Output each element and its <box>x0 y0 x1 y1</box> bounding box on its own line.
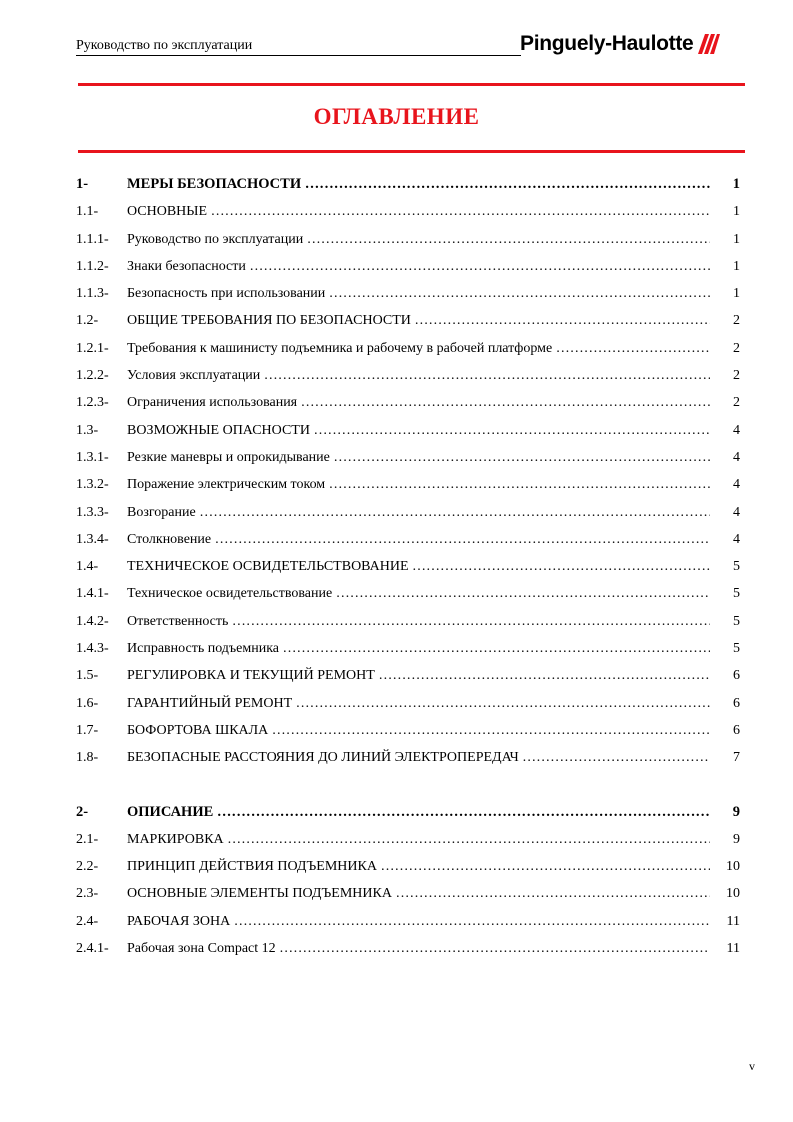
toc-entry-title: Исправность подъемника …………………………………………………………………………………………………………………………………………………………… <box>127 635 710 662</box>
toc-entry-page: 2 <box>733 395 740 411</box>
toc-entry-number: 1.2.1- <box>76 340 109 356</box>
toc-entry[interactable] <box>76 198 746 225</box>
toc-entry[interactable] <box>76 608 746 635</box>
toc-entry-page: 4 <box>733 422 740 438</box>
toc-entry-number: 2.1- <box>76 831 99 847</box>
toc-entry-page: 2 <box>733 313 740 329</box>
toc-entry[interactable] <box>76 826 746 853</box>
toc-entry-title: МЕРЫ БЕЗОПАСНОСТИ …………………………………………………………………………………………………………………………………………………………… <box>127 171 710 198</box>
toc-entry-page: 1 <box>733 231 740 247</box>
toc-entry[interactable] <box>76 171 746 198</box>
toc-entry-title: Ответственность …………………………………………………………………………………………………………………………………………………………… <box>127 608 710 635</box>
toc-entry-page: 5 <box>733 586 740 602</box>
toc-entry[interactable] <box>76 935 746 962</box>
toc-entry-number: 1.4.2- <box>76 613 109 629</box>
toc-entry-page: 6 <box>733 695 740 711</box>
toc-entry-page: 6 <box>733 668 740 684</box>
toc-entry-number: 1.6- <box>76 695 99 711</box>
toc-entry-title: Столкновение …………………………………………………………………………………………………………………………………………………………… <box>127 526 710 553</box>
toc-entry-title: Техническое освидетельствование …………………………………………………………………………………………………………………………………………………………… <box>127 580 710 607</box>
toc-entry-page: 1 <box>733 204 740 220</box>
toc-entry-title: Руководство по эксплуатации …………………………………………………………………………………………………………………………………………………………… <box>127 226 710 253</box>
brand-logo <box>520 31 720 57</box>
toc-entry[interactable] <box>76 799 746 826</box>
toc-entry-title: БЕЗОПАСНЫЕ РАССТОЯНИЯ ДО ЛИНИЙ ЭЛЕКТРОПЕРЕДАЧ …………………………………………………………………………………………………………………………………………………………… <box>127 744 710 771</box>
toc-entry-page: 5 <box>733 641 740 657</box>
toc-entry-title: Резкие маневры и опрокидывание …………………………………………………………………………………………………………………………………………………………… <box>127 444 710 471</box>
toc-entry[interactable] <box>76 362 746 389</box>
toc-section-1 <box>76 171 746 772</box>
toc-entry-number: 2.2- <box>76 859 99 875</box>
toc-entry-title: МАРКИРОВКА …………………………………………………………………………………………………………………………………………………………… <box>127 826 710 853</box>
top-red-rule <box>78 83 745 86</box>
toc-entry-number: 2.3- <box>76 886 99 902</box>
toc-entry[interactable] <box>76 553 746 580</box>
brand-name: Pinguely-Haulotte <box>520 32 694 55</box>
toc-entry-page: 4 <box>733 449 740 465</box>
haulotte-stripes-icon <box>698 34 720 54</box>
toc-entry[interactable] <box>76 662 746 689</box>
toc-entry[interactable] <box>76 744 746 771</box>
toc-entry[interactable] <box>76 908 746 935</box>
toc-entry[interactable] <box>76 690 746 717</box>
toc-entry-number: 1.1.2- <box>76 258 109 274</box>
toc-entry-title: ПРИНЦИП ДЕЙСТВИЯ ПОДЪЕМНИКА …………………………………………………………………………………………………………………………………………………………… <box>127 853 710 880</box>
toc-entry-title: Требования к машинисту подъемника и рабочему в рабочей платформе …………………………………………………………………………………………………………………………………………………………… <box>127 335 710 362</box>
toc-entry[interactable] <box>76 280 746 307</box>
toc-entry-number: 1- <box>76 176 89 192</box>
toc-entry-page: 1 <box>732 176 740 192</box>
toc-entry-number: 1.3.1- <box>76 449 109 465</box>
toc-entry-title: Ограничения использования …………………………………………………………………………………………………………………………………………………………… <box>127 389 710 416</box>
toc-entry-page: 11 <box>726 913 740 929</box>
toc-entry-page: 5 <box>733 613 740 629</box>
toc-entry-title: Рабочая зона Compact 12 …………………………………………………………………………………………………………………………………………………………… <box>127 935 710 962</box>
toc-entry-number: 1.2.2- <box>76 368 109 384</box>
toc-entry-page: 7 <box>733 750 740 766</box>
page-title: ОГЛАВЛЕНИЕ <box>313 104 480 129</box>
toc-entry-title: Возгорание …………………………………………………………………………………………………………………………………………………………… <box>127 499 710 526</box>
header-underline <box>76 55 521 56</box>
toc-entry-number: 1.1.3- <box>76 286 109 302</box>
toc-entry-page: 4 <box>733 477 740 493</box>
document-title: Руководство по эксплуатации <box>76 38 253 53</box>
toc-entry[interactable] <box>76 526 746 553</box>
toc-entry-title: ОСНОВНЫЕ …………………………………………………………………………………………………………………………………………………………… <box>127 198 710 225</box>
toc-entry[interactable] <box>76 253 746 280</box>
toc-entry-title: ОБЩИЕ ТРЕБОВАНИЯ ПО БЕЗОПАСНОСТИ …………………………………………………………………………………………………………………………………………………………… <box>127 307 710 334</box>
toc-entry[interactable] <box>76 580 746 607</box>
toc-entry-title: ВОЗМОЖНЫЕ ОПАСНОСТИ …………………………………………………………………………………………………………………………………………………………… <box>127 417 710 444</box>
toc-entry-page: 5 <box>733 559 740 575</box>
toc-entry-page: 10 <box>726 859 740 875</box>
toc-entry[interactable] <box>76 853 746 880</box>
toc-entry-number: 1.1.1- <box>76 231 109 247</box>
toc-section-gap <box>76 772 746 799</box>
toc-entry-number: 1.2- <box>76 313 99 329</box>
toc-entry-title: Безопасность при использовании …………………………………………………………………………………………………………………………………………………………… <box>127 280 710 307</box>
toc-entry[interactable] <box>76 635 746 662</box>
toc-entry-title: РАБОЧАЯ ЗОНА …………………………………………………………………………………………………………………………………………………………… <box>127 908 710 935</box>
toc-entry[interactable] <box>76 389 746 416</box>
toc-entry[interactable] <box>76 499 746 526</box>
toc-entry-number: 1.8- <box>76 750 99 766</box>
toc-entry-page: 1 <box>733 286 740 302</box>
toc-entry-title: БОФОРТОВА ШКАЛА …………………………………………………………………………………………………………………………………………………………… <box>127 717 710 744</box>
toc-entry-page: 10 <box>726 886 740 902</box>
toc-entry-page: 9 <box>733 831 740 847</box>
toc-entry-number: 1.4- <box>76 559 99 575</box>
toc-entry-number: 1.4.3- <box>76 641 109 657</box>
toc-entry-number: 1.3- <box>76 422 99 438</box>
page-number: v <box>749 1059 755 1073</box>
toc-entry-page: 4 <box>733 531 740 547</box>
toc-entry-number: 1.1- <box>76 204 99 220</box>
toc-entry-page: 4 <box>733 504 740 520</box>
toc-entry-page: 9 <box>732 803 740 820</box>
toc-entry-title: ОСНОВНЫЕ ЭЛЕМЕНТЫ ПОДЪЕМНИКА …………………………………………………………………………………………………………………………………………………………… <box>127 880 710 907</box>
toc-entry-page: 2 <box>733 340 740 356</box>
toc-entry-number: 1.3.4- <box>76 531 109 547</box>
toc-entry[interactable] <box>76 417 746 444</box>
toc-entry[interactable] <box>76 471 746 498</box>
toc-entry-title: Поражение электрическим током …………………………………………………………………………………………………………………………………………………………… <box>127 471 710 498</box>
toc-entry-number: 1.2.3- <box>76 395 109 411</box>
toc-section-2 <box>76 799 746 963</box>
toc-entry[interactable] <box>76 335 746 362</box>
toc-entry-number: 1.3.2- <box>76 477 109 493</box>
toc-entry-title: ТЕХНИЧЕСКОЕ ОСВИДЕТЕЛЬСТВОВАНИЕ …………………………………………………………………………………………………………………………………………………………… <box>127 553 710 580</box>
toc-entry-page: 1 <box>733 258 740 274</box>
toc-entry[interactable] <box>76 880 746 907</box>
bottom-red-rule <box>78 150 745 153</box>
toc-entry-number: 2.4.1- <box>76 941 109 957</box>
toc-entry[interactable] <box>76 444 746 471</box>
toc-entry-title: Условия эксплуатации …………………………………………………………………………………………………………………………………………………………… <box>127 362 710 389</box>
toc-entry-number: 2.4- <box>76 913 99 929</box>
toc-entry[interactable] <box>76 717 746 744</box>
table-of-contents <box>76 171 746 962</box>
toc-entry-number: 1.5- <box>76 668 99 684</box>
toc-entry[interactable] <box>76 307 746 334</box>
toc-entry[interactable] <box>76 226 746 253</box>
toc-entry-page: 6 <box>733 722 740 738</box>
toc-entry-title: ОПИСАНИЕ …………………………………………………………………………………………………………………………………………………………… <box>127 799 710 826</box>
toc-entry-number: 2- <box>76 803 89 820</box>
toc-entry-title: РЕГУЛИРОВКА И ТЕКУЩИЙ РЕМОНТ …………………………………………………………………………………………………………………………………………………………… <box>127 662 710 689</box>
toc-entry-number: 1.3.3- <box>76 504 109 520</box>
toc-entry-title: Знаки безопасности …………………………………………………………………………………………………………………………………………………………… <box>127 253 710 280</box>
toc-entry-title: ГАРАНТИЙНЫЙ РЕМОНТ …………………………………………………………………………………………………………………………………………………………… <box>127 690 710 717</box>
toc-entry-number: 1.7- <box>76 722 99 738</box>
toc-entry-page: 2 <box>733 368 740 384</box>
toc-entry-page: 11 <box>726 941 740 957</box>
toc-entry-number: 1.4.1- <box>76 586 109 602</box>
